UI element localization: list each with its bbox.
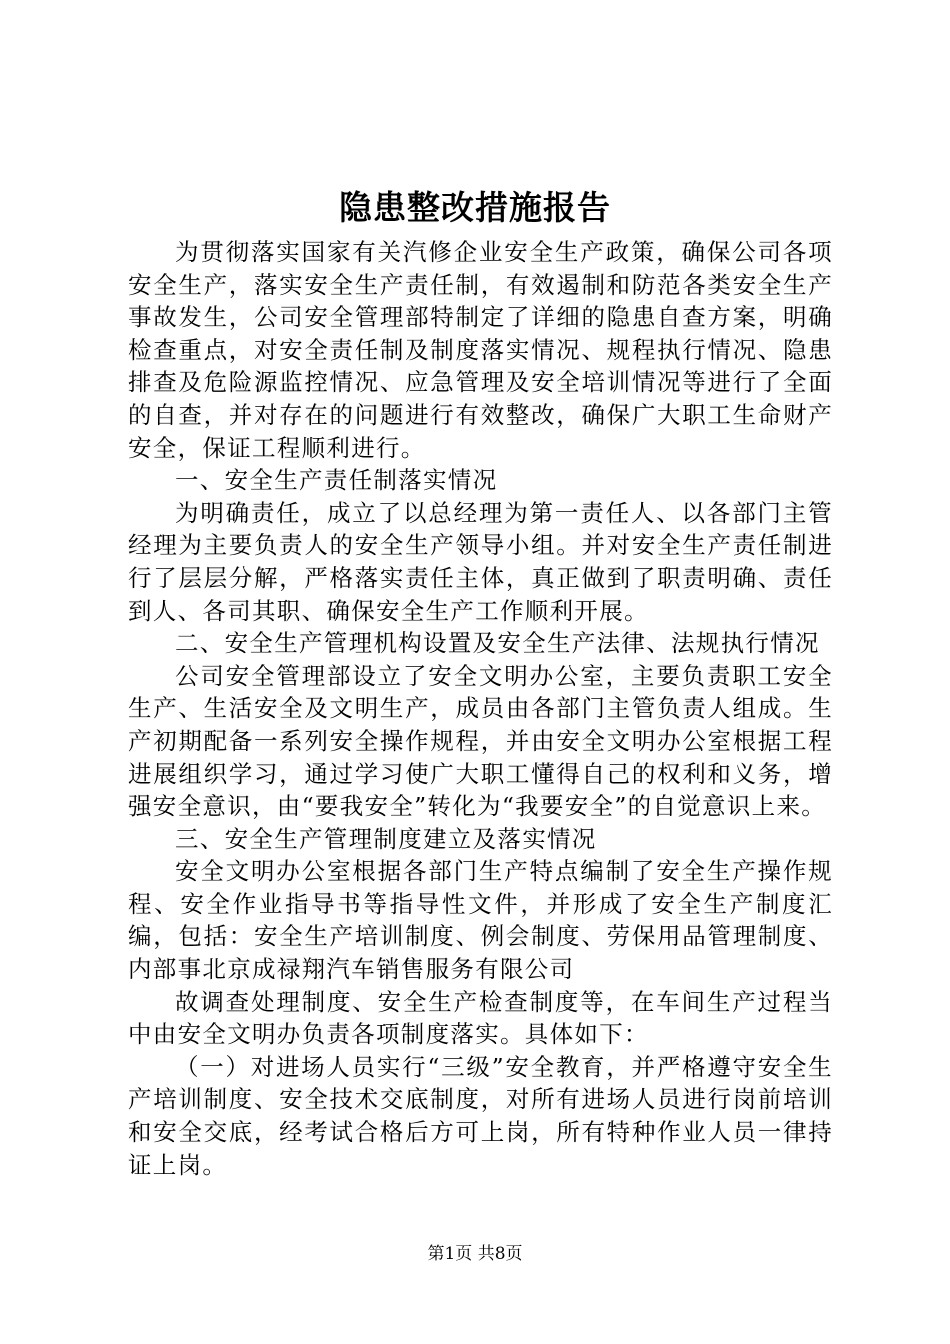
page-number-footer: 第1页 共8页 xyxy=(427,1244,523,1264)
document-body xyxy=(128,236,833,1181)
section-3-item-1: （一）对进场人员实行“三级”安全教育，并严格遵守安全生产培训制度、安全技术交底制度，对所有进场人员进行岗前培训和安全交底，经考试合格后方可上岗，所有特种作业人员一律持证上岗。 xyxy=(128,1052,833,1179)
section-3-paragraph-continued: 故调查处理制度、安全生产检查制度等，在车间生产过程当中由安全文明办负责各项制度落实。具体如下： xyxy=(128,987,833,1049)
section-3-paragraph: 安全文明办公室根据各部门生产特点编制了安全生产操作规程、安全作业指导书等指导性文件，并形成了安全生产制度汇编，包括：安全生产培训制度、例会制度、劳保用品管理制度、内部事北京成禄翔汽车销售服务有限公司 xyxy=(128,857,833,984)
section-2-paragraph: 公司安全管理部设立了安全文明办公室，主要负责职工安全生产、生活安全及文明生产，成员由各部门主管负责人组成。生产初期配备一系列安全操作规程，并由安全文明办公室根据工程进展组织学习，通过学习使广大职工懂得自己的权利和义务，增强安全意识，由“要我安全”转化为“我要安全”的自觉意识上来。 xyxy=(128,661,833,821)
section-1-paragraph: 为明确责任，成立了以总经理为第一责任人、以各部门主管经理为主要负责人的安全生产领导小组。并对安全生产责任制进行了层层分解，严格落实责任主体，真正做到了职责明确、责任到人、各司其职、确保安全生产工作顺利开展。 xyxy=(128,498,833,625)
section-heading-3: 三、安全生产管理制度建立及落实情况 xyxy=(175,824,597,853)
intro-paragraph: 为贯彻落实国家有关汽修企业安全生产政策，确保公司各项安全生产，落实安全生产责任制，有效遏制和防范各类安全生产事故发生，公司安全管理部特制定了详细的隐患自查方案，明确检查重点，对安全责任制及制度落实情况、规程执行情况、隐患排查及危险源监控情况、应急管理及安全培训情况等进行了全面的自查，并对存在的问题进行有效整改，确保广大职工生命财产安全，保证工程顺利进行。 xyxy=(128,238,833,462)
document-title: 隐患整改措施报告 xyxy=(339,188,611,227)
section-heading-1: 一、安全生产责任制落实情况 xyxy=(175,466,498,495)
section-heading-2: 二、安全生产管理机构设置及安全生产法律、法规执行情况 xyxy=(175,629,820,658)
